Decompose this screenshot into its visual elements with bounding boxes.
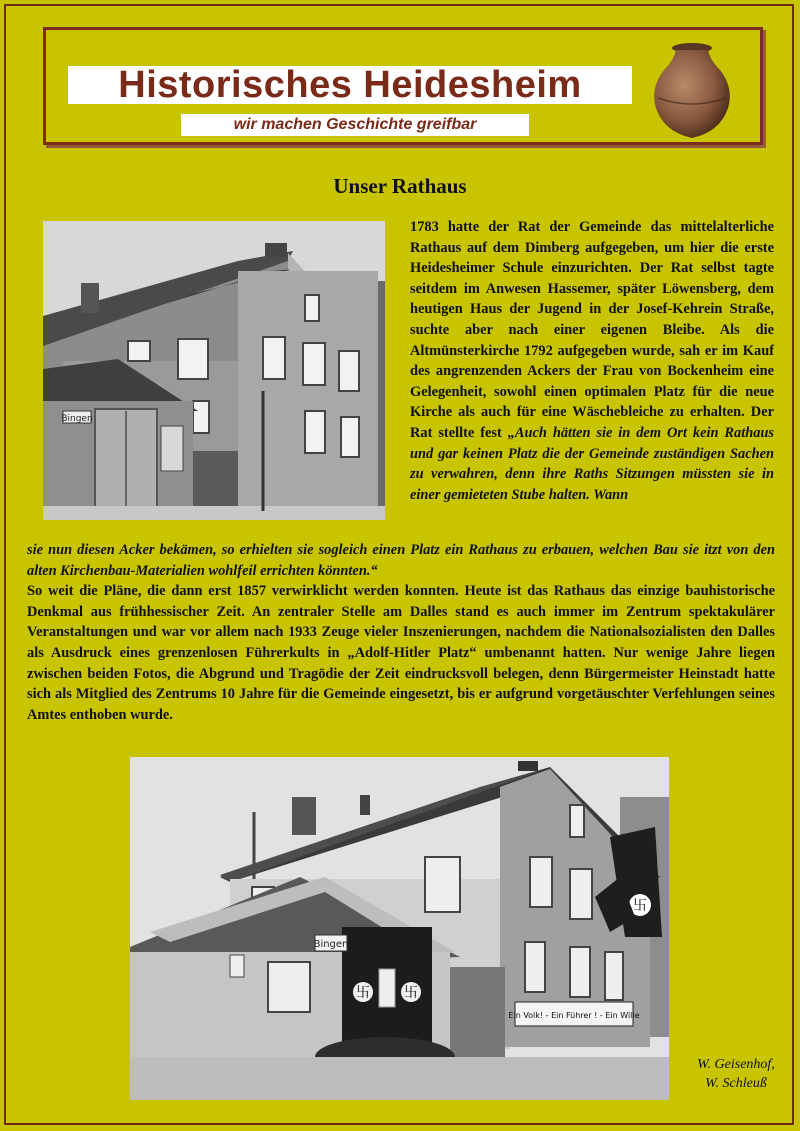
author-2: W. Schleuß	[705, 1076, 767, 1091]
col-line-11: für eine Wäschebleiche zu erhalten. Der Rat stellte	[410, 404, 774, 441]
col-line-7: Bleibe. Als die Altmünsterkirche 1792 aufgegeben	[410, 321, 774, 359]
bingen-sign-text: Bingen	[61, 414, 93, 424]
site-title: Historisches Heidesheim	[68, 66, 632, 104]
author-1: W. Geisenhof,	[697, 1057, 775, 1072]
col-line-4: selbst tagte seitdem im Anwesen Hassemer, später	[410, 260, 774, 297]
col-line-9: Frau von Bockenheim eine Gelegenheit, sowohl	[410, 363, 774, 400]
full-line-2: bauhistorische Denkmal aus frühhessischer Zeit. An zentraler Stelle am Dalles stand es auch immer im	[27, 583, 775, 620]
full-line-4: nachdem die Nationalsozialisten den Dalles als Ausdruck eines grenzenlosen Führerkults in „Adolf-Hitler	[27, 624, 775, 661]
quote-col-line-4: müssten sie in einer gemieteten Stube halten. Wann	[410, 466, 774, 503]
site-subtitle: wir machen Geschichte greifbar	[181, 114, 529, 136]
col-line-3: erste Heidesheimer Schule einzurichten. Der Rat	[410, 239, 774, 277]
full-line-1: So weit die Pläne, die dann erst 1857 verwirklicht werden konnten. Heute ist das Rathaus das einzige	[27, 583, 680, 600]
article-full-text	[27, 540, 775, 725]
town-hall-photo-1930s	[130, 757, 669, 1100]
full-line-5: Platz“ umbenannt hatten. Nur wenige Jahre liegen zwischen beiden Fotos, die Abgrund und Tragödie der	[27, 644, 775, 682]
col-line-8: wurde, sah er im Kauf des angrenzenden Ackers der	[410, 342, 774, 380]
full-line-6: Zeit eindrucksvoll belegen, denn Bürgermeister Heinstadt hatte sich als Mitglied des Zentrums 10 Jahre für	[27, 665, 775, 703]
full-line-7: die Gemeinde eingesetzt, bis er aufgrund vorgetäuschter Verfehlungen seines Amtes enthoben wurde.	[27, 686, 775, 723]
bingen-sign-text: Bingen	[313, 939, 349, 950]
quote-full-line-1: sie nun diesen Acker bekämen, so erhielten sie sogleich einen Platz ein Rathaus zu erbauen, welchen Bau sie	[27, 542, 699, 558]
author-credit	[676, 1055, 796, 1093]
town-hall-photo-old	[43, 221, 385, 520]
col-line-10: einen optimalen Platz für die neue Kirche als auch	[410, 383, 774, 421]
svg-text:卐: 卐	[633, 898, 647, 914]
page-heading: Unser Rathaus	[333, 174, 467, 198]
col-line-2: Rathaus auf dem Dimberg aufgegeben, um hier die	[410, 239, 739, 256]
quote-col-line-2: gar keinen Platz die der Gemeinde zuständigen	[438, 445, 726, 462]
header-panel	[43, 27, 763, 145]
quote-full-line-2: itzt von den alten Kirchenbau-Materialien wohlfeil errichten könnten.“	[27, 542, 775, 579]
col-line-6: Josef-Kehrein Straße, suchte aber nach einer eigenen	[410, 301, 774, 338]
quote-col-line-1: „Auch hätten sie in dem Ort kein Rathaus und	[410, 424, 774, 462]
col-line-5: Löwensberg, dem heutigen Haus der Jugend in der	[410, 280, 774, 318]
quote-col-line-3: Sachen zu verwahren, denn ihre Raths Sitzungen	[410, 445, 774, 483]
svg-text:卐: 卐	[356, 985, 370, 1001]
full-line-3: Zentrum spektakulärer Veranstaltungen und war vor allem nach 1933 Zeuge vieler Inszenierungen,	[27, 603, 775, 641]
amphora-logo	[646, 40, 738, 140]
col-line-1: 1783 hatte der Rat der Gemeinde das mittelalterliche	[410, 219, 774, 235]
banner-text: Ein Volk! - Ein Führer ! - Ein Wille	[508, 1011, 640, 1020]
fest-prefix: fest	[480, 424, 508, 441]
article-column-text	[410, 217, 774, 505]
svg-text:卐: 卐	[404, 985, 418, 1001]
